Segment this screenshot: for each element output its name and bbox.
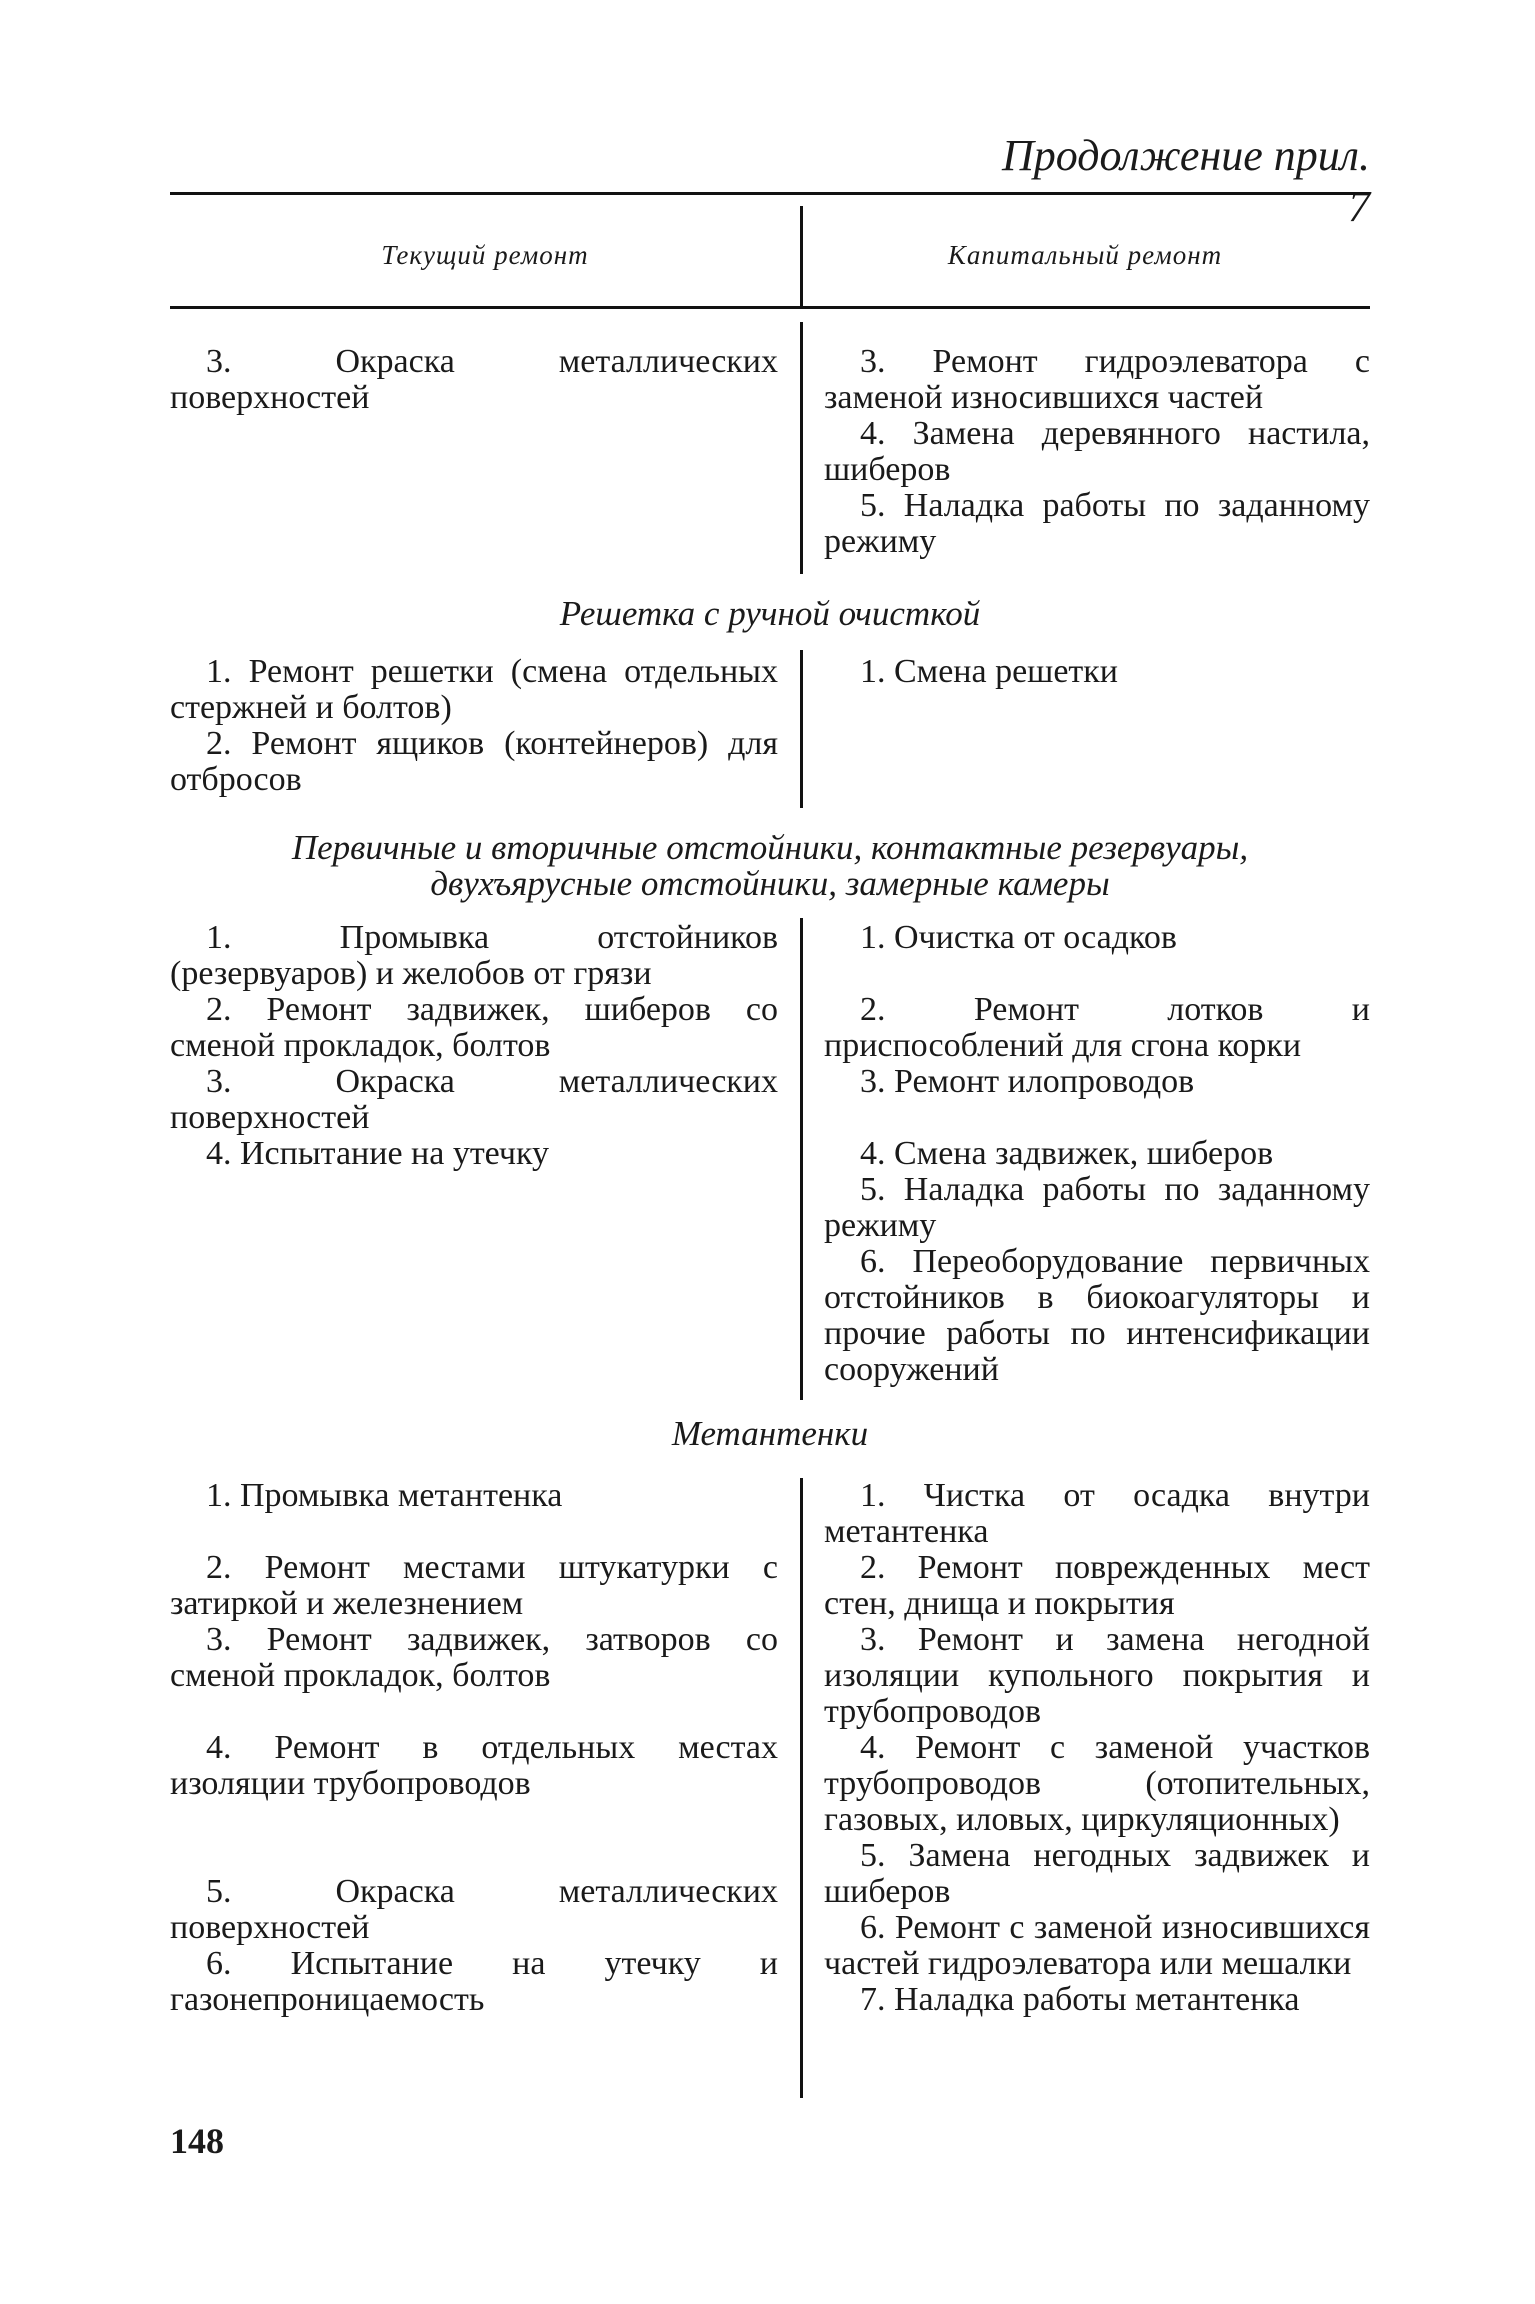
- table-header-rule: [170, 306, 1370, 309]
- page-continuation-heading: Продолжение прил. 7: [1002, 131, 1370, 231]
- table-top-rule: [170, 192, 1370, 195]
- list-item: 2. Ремонт лотков и приспособлений для сгона корки: [824, 991, 1370, 1064]
- list-item: 5. Замена негодных задвижек и шиберов: [824, 1837, 1370, 1910]
- column-divider: [800, 1478, 803, 2098]
- list-item: 5. Окраска металлических поверхностей: [170, 1873, 778, 1946]
- list-item: 3. Ремонт и замена негодной изоляции купольного покрытия и трубопроводов: [824, 1621, 1370, 1730]
- list-item: 3. Ремонт илопроводов: [860, 1063, 1195, 1100]
- list-item: 4. Ремонт с заменой участков трубопроводов (отопительных, газовых, иловых, циркуляционных): [824, 1729, 1370, 1838]
- column-divider: [800, 206, 803, 306]
- list-item: 4. Смена задвижек, шиберов: [860, 1135, 1274, 1172]
- list-item: 4. Ремонт в отдельных местах изоляции трубопроводов: [170, 1729, 778, 1802]
- list-item: 3. Ремонт гидроэлеватора с заменой износившихся частей: [824, 343, 1370, 416]
- section-title-settling-tanks: Первичные и вторичные отстойники, контактные резервуары,: [291, 828, 1249, 867]
- list-item: 1. Промывка метантенка: [206, 1477, 563, 1514]
- list-item: 2. Ремонт местами штукатурки с затиркой и железнением: [170, 1549, 778, 1622]
- list-item: 6. Переоборудование первичных отстойников в биокоагуляторы и прочие работы по интенсификации сооружений: [824, 1243, 1370, 1388]
- list-item: 2. Ремонт задвижек, шиберов со сменой прокладок, болтов: [170, 991, 778, 1064]
- capital-repair-list: [824, 654, 1370, 690]
- list-item: 6. Испытание на утечку и газонепроницаемость: [170, 1945, 778, 2018]
- list-item: 1. Очистка от осадков: [860, 919, 1177, 956]
- column-divider: [800, 918, 803, 1400]
- list-item: 3. Ремонт задвижек, затворов со сменой прокладок, болтов: [170, 1621, 778, 1694]
- capital-repair-list: [824, 920, 1370, 1388]
- list-item: 4. Испытание на утечку: [206, 1135, 550, 1172]
- list-item: 2. Ремонт ящиков (контейнеров) для отбросов: [170, 725, 778, 798]
- column-header-current-repair: Текущий ремонт: [381, 240, 589, 270]
- list-item: 2. Ремонт поврежденных мест стен, днища и покрытия: [824, 1549, 1370, 1622]
- list-item: 7. Наладка работы метантенка: [860, 1981, 1300, 2018]
- capital-repair-list: [824, 1478, 1370, 2018]
- list-item: 3. Окраска металлических поверхностей: [170, 343, 778, 416]
- current-repair-list: [170, 920, 778, 1172]
- list-item: 1. Смена решетки: [860, 653, 1119, 690]
- section-title-screen: Решетка с ручной очисткой: [559, 594, 981, 633]
- list-item: 4. Замена деревянного настила, шиберов: [824, 415, 1370, 488]
- list-item: 5. Наладка работы по заданному режиму: [824, 487, 1370, 560]
- current-repair-list: [170, 344, 778, 416]
- section-title-digesters: Метантенки: [671, 1414, 869, 1453]
- list-item: 1. Ремонт решетки (смена отдельных стержней и болтов): [170, 653, 778, 726]
- list-item: 1. Чистка от осадка внутри метантенка: [824, 1477, 1370, 1550]
- list-item: 3. Окраска металлических поверхностей: [170, 1063, 778, 1136]
- current-repair-list: [170, 654, 778, 798]
- list-item: 5. Наладка работы по заданному режиму: [824, 1171, 1370, 1244]
- list-item: 1. Промывка отстойников (резервуаров) и желобов от грязи: [170, 919, 778, 992]
- column-header-capital-repair: Капитальный ремонт: [947, 240, 1223, 270]
- section-title-settling-tanks-line2: двухъярусные отстойники, замерные камеры: [430, 864, 1110, 903]
- current-repair-list: [170, 1478, 778, 2018]
- column-divider: [800, 322, 803, 574]
- capital-repair-list: [824, 344, 1370, 560]
- page-number: 148: [170, 2121, 224, 2161]
- column-divider: [800, 650, 803, 808]
- list-item: 6. Ремонт с заменой износившихся частей гидроэлеватора или мешалки: [824, 1909, 1370, 1982]
